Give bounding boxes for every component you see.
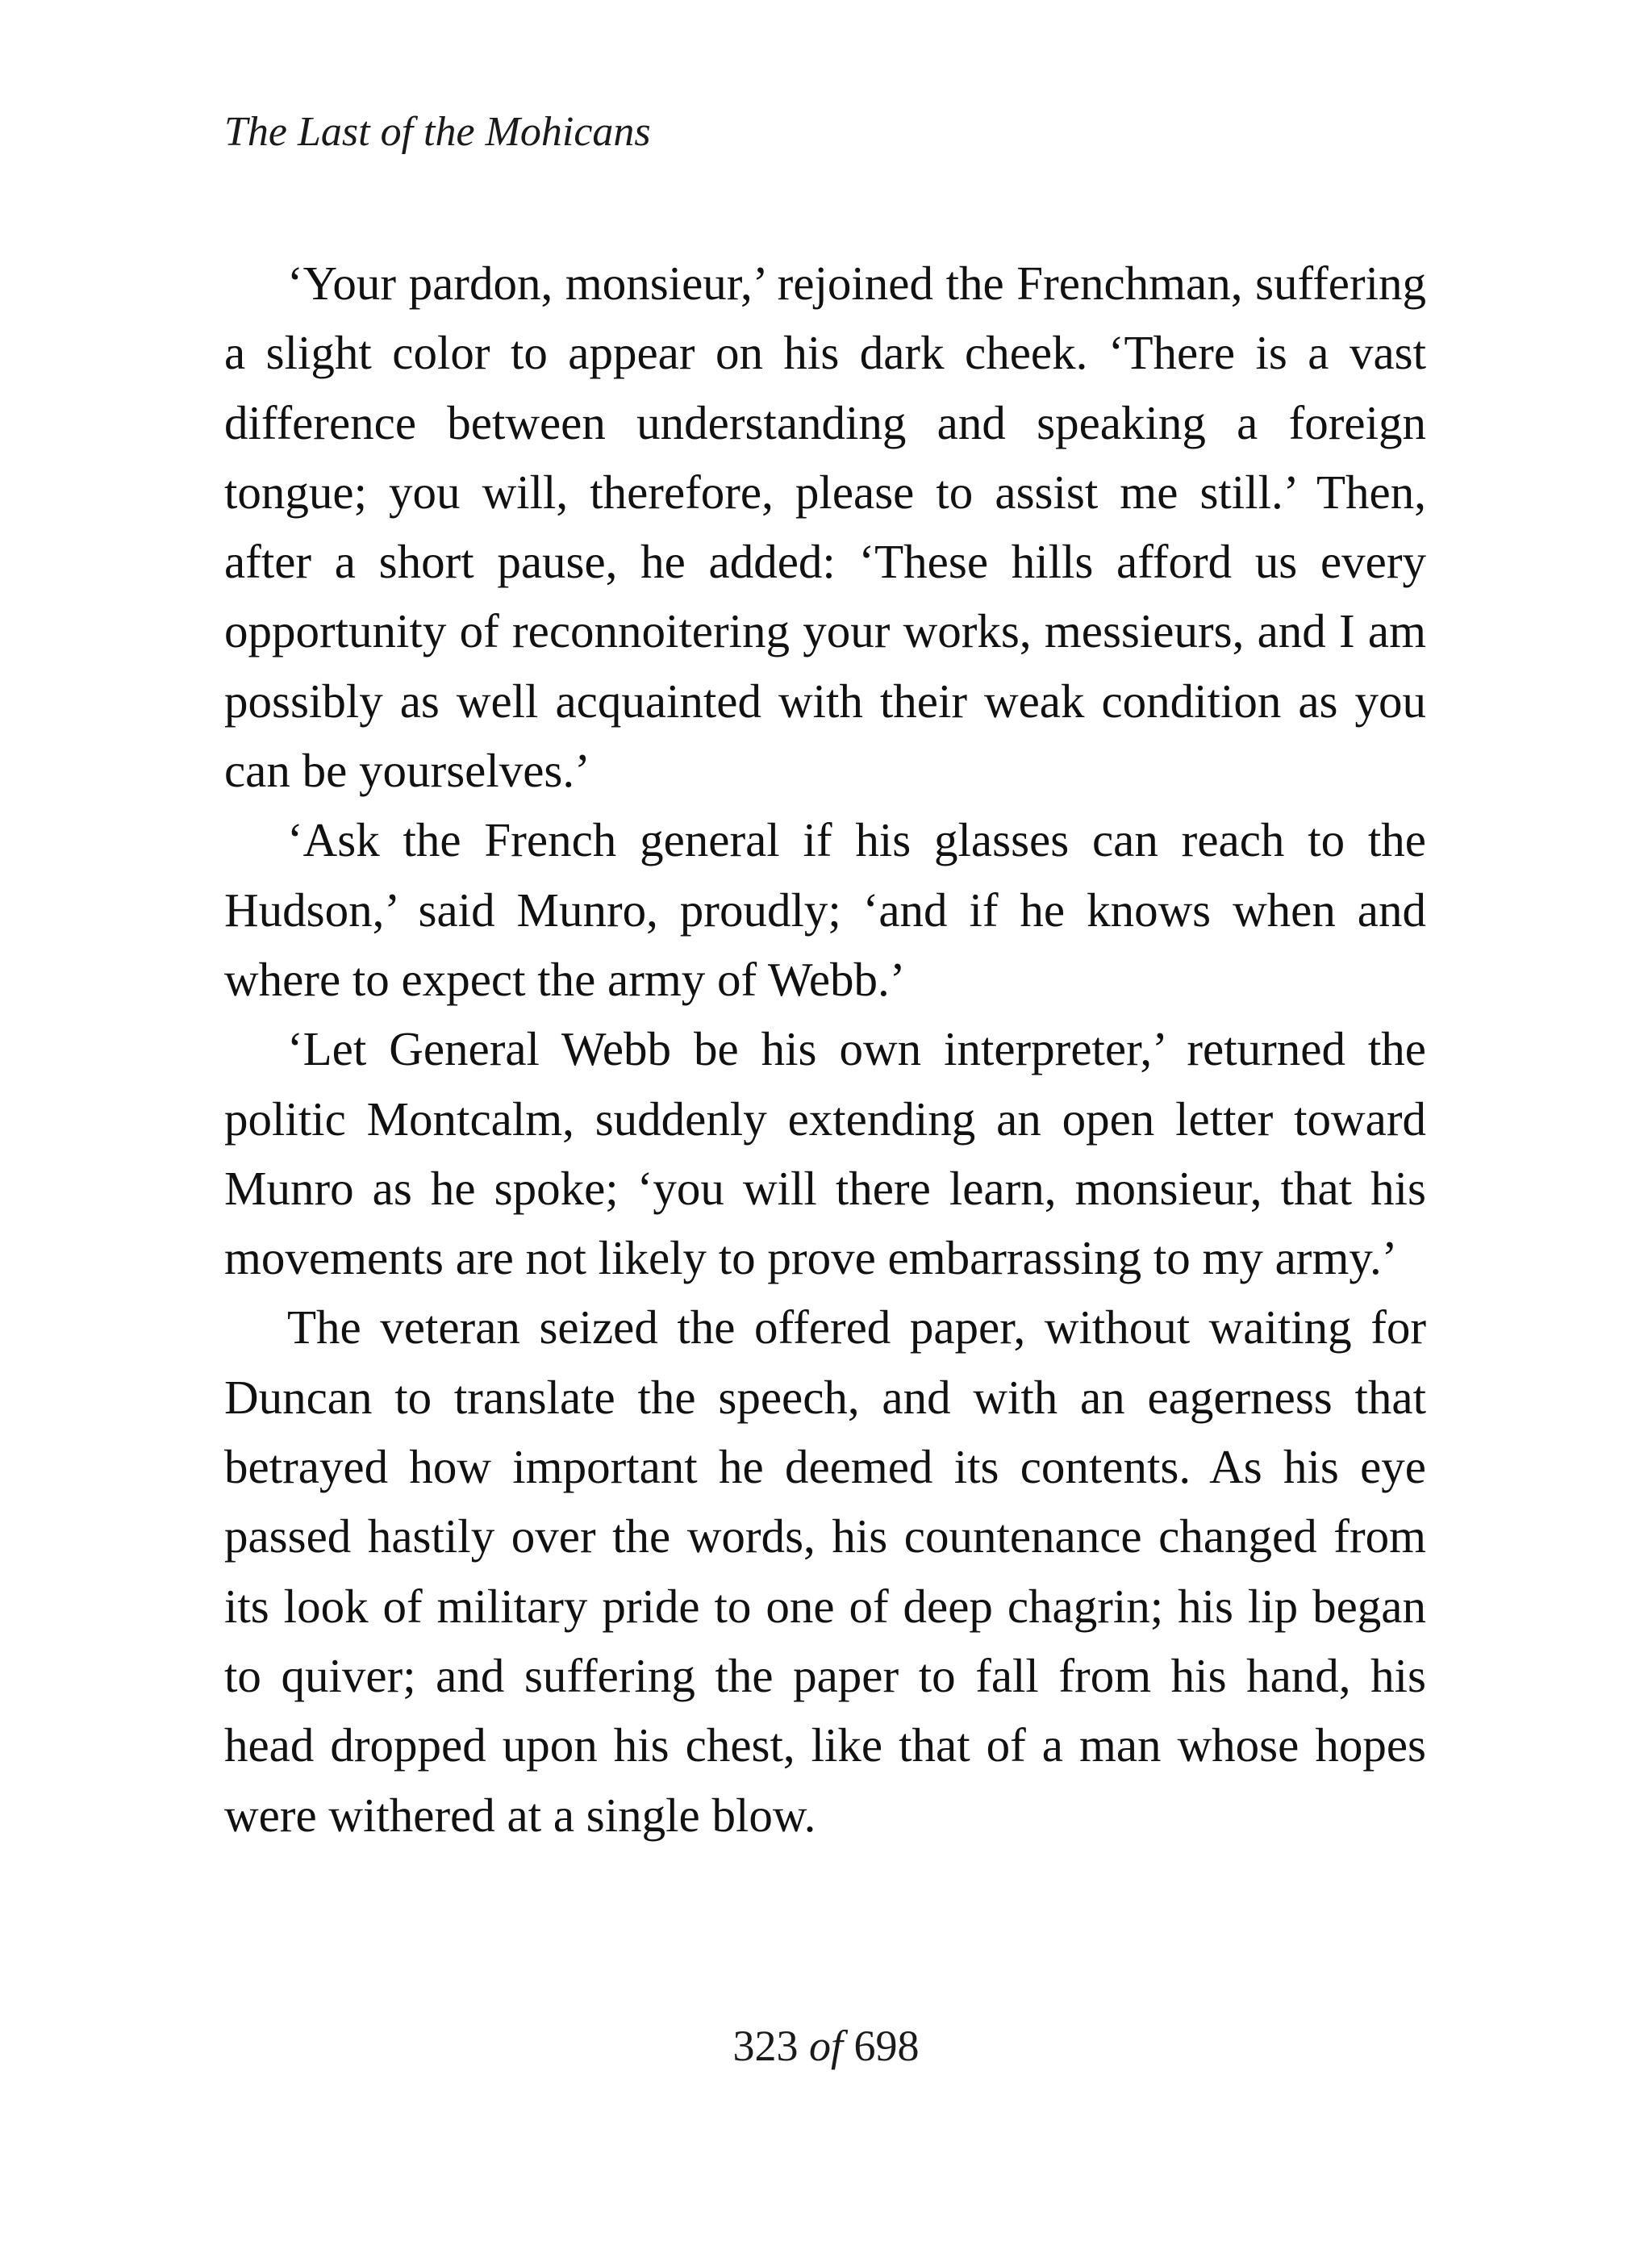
paragraph-3: ‘Let General Webb be his own interpreter,’ returned the politic Montcalm, suddenly extending an open letter toward Munro as he spoke; ‘you will there learn, monsieur, that his movements are not likely to prove embarrassing to my army.’ bbox=[224, 1022, 1426, 1285]
paragraph-1: ‘Your pardon, monsieur,’ rejoined the Frenchman, suffering a slight color to appear on his dark cheek. ‘There is a vast difference between understanding and speaking a foreign tongue; you will, therefore, please to assist me still.’ Then, after a short pause, he added: ‘These hills afford us every opportunity of reconnoitering your works, messieurs, and I am possibly as well acquainted with their weak condition as you can be yourselves.’ bbox=[224, 257, 1426, 798]
paragraph-4: The veteran seized the offered paper, without waiting for Duncan to translate the speech, and with an eagerness that betrayed how important he deemed its contents. As his eye passed hastily over the words, his countenance changed from its look of military pride to one of deep chagrin; his lip began to quiver; and suffering the paper to fall from his hand, his head dropped upon his chest, like that of a man whose hopes were withered at a single blow. bbox=[224, 1300, 1426, 1842]
page-of-label: of bbox=[808, 2022, 843, 2070]
running-head-title: The Last of the Mohicans bbox=[224, 109, 651, 155]
current-page-number: 323 bbox=[732, 2022, 799, 2070]
total-pages-number: 698 bbox=[853, 2022, 920, 2070]
paragraph-2: ‘Ask the French general if his glasses can reach to the Hudson,’ said Munro, proudly; ‘and if he knows when and where to expect the army of Webb.’ bbox=[224, 813, 1426, 1006]
page-number bbox=[0, 2017, 1652, 2075]
page-body bbox=[224, 248, 1426, 1850]
